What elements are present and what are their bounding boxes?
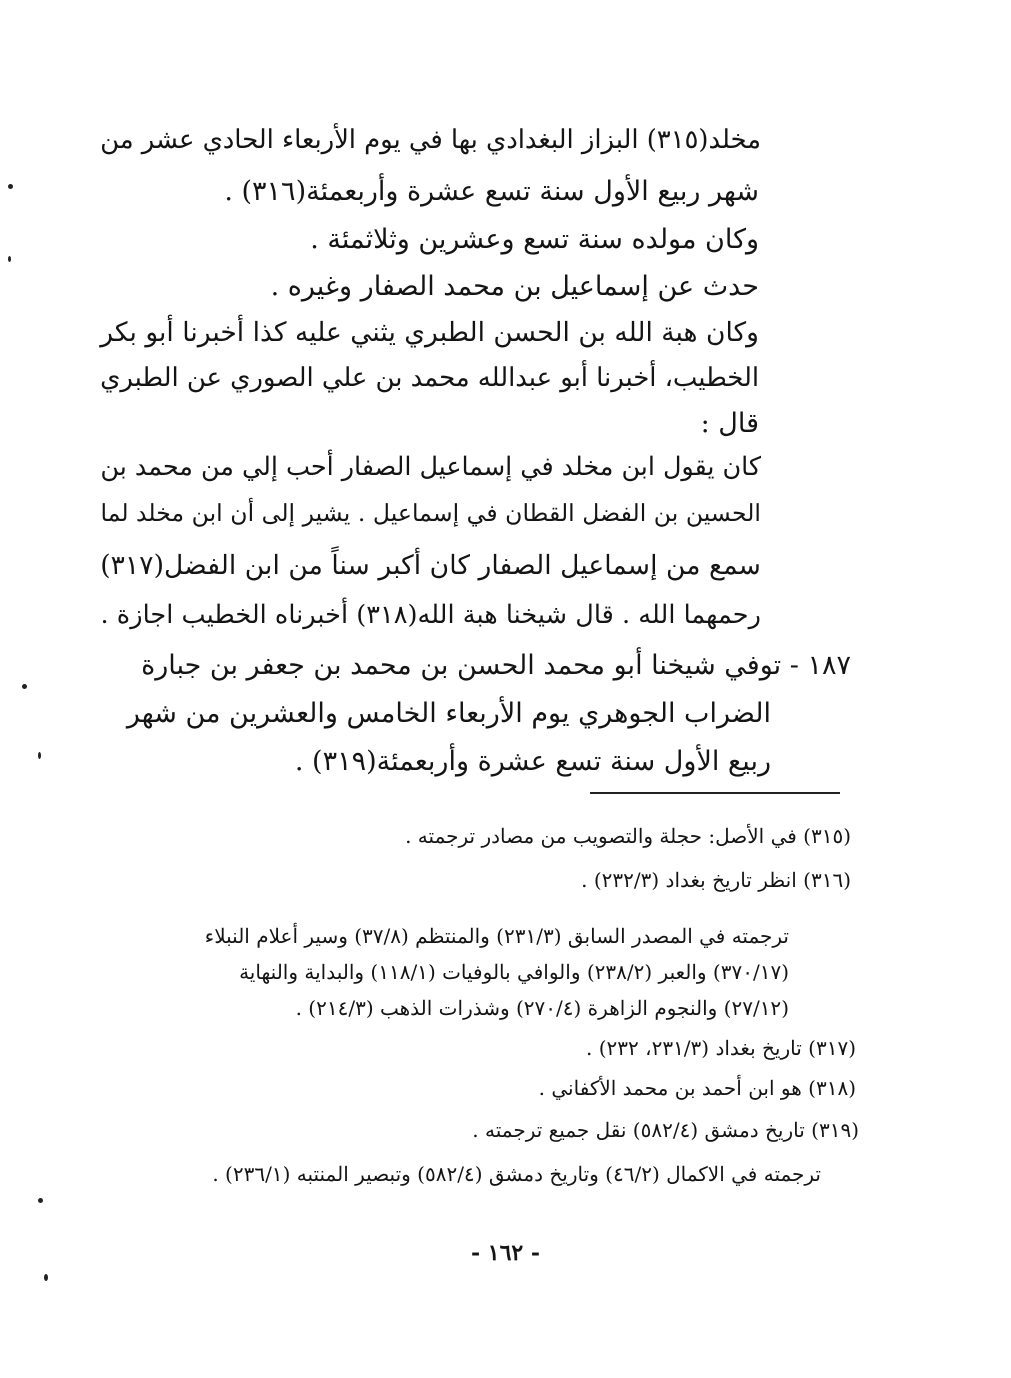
page-number: - ١٦٢ - [470, 1240, 541, 1266]
body-line-3: وكان مولده سنة تسع وعشرين وثلاثمئة . [310, 224, 759, 255]
footnote-316-cont-1: ترجمته في المصدر السابق (٢٣١/٣) والمنتظم (٣٧/٨) وسير أعلام النبلاء [204, 924, 789, 948]
body-line-13: الضراب الجوهري يوم الأربعاء الخامس والعشرين من شهر [126, 698, 771, 729]
body-line-4: حدث عن إسماعيل بن محمد الصفار وغيره . [270, 271, 759, 302]
scan-speck [8, 256, 11, 262]
body-line-1: مخلد(٣١٥) البزاز البغدادي بها في يوم الأربعاء الحادي عشر من [100, 125, 761, 155]
body-line-11: رحمهما الله . قال شيخنا هبة الله(٣١٨) أخبرناه الخطيب اجازة . [100, 600, 761, 630]
body-line-9: الحسين بن الفضل القطان في إسماعيل . يشير إلى أن ابن مخلد لما [100, 499, 761, 527]
body-line-12: ١٨٧ - توفي شيخنا أبو محمد الحسن بن محمد بن جعفر بن جبارة [141, 650, 851, 681]
footnote-318: (٣١٨) هو ابن أحمد بن محمد الأكفاني . [538, 1076, 856, 1100]
body-line-2: شهر ربيع الأول سنة تسع عشرة وأربعمئة(٣١٦) . [224, 176, 759, 207]
scan-speck [38, 1198, 43, 1203]
body-line-6: الخطيب، أخبرنا أبو عبدالله محمد بن علي الصوري عن الطبري [100, 363, 759, 393]
footnote-316: (٣١٦) انظر تاريخ بغداد (٢٣٢/٣) . [581, 868, 851, 892]
footnote-315: (٣١٥) في الأصل: حجلة والتصويب من مصادر ترجمته . [405, 824, 851, 848]
scan-speck [44, 1274, 48, 1281]
scan-speck [22, 684, 27, 689]
body-line-7: قال : [700, 408, 759, 439]
footnote-316-cont-3: (٢٧/١٢) والنجوم الزاهرة (٢٧٠/٤) وشذرات الذهب (٢١٤/٣) . [295, 996, 789, 1020]
body-line-5: وكان هبة الله بن الحسن الطبري يثني عليه كذا أخبرنا أبو بكر [100, 317, 759, 348]
scan-speck [8, 184, 13, 189]
footnote-317: (٣١٧) تاريخ بغداد (٢٣١/٣، ٢٣٢) . [586, 1036, 856, 1060]
footnote-319: (٣١٩) تاريخ دمشق (٥٨٢/٤) نقل جميع ترجمته . [472, 1118, 859, 1142]
body-line-8: كان يقول ابن مخلد في إسماعيل الصفار أحب إلي من محمد بن [100, 451, 761, 481]
footnote-319-cont: ترجمته في الاكمال (٤٦/٢) وتاريخ دمشق (٥٨٢/٤) وتبصير المنتبه (٢٣٦/١) . [212, 1162, 821, 1186]
body-line-10: سمع من إسماعيل الصفار كان أكبر سناً من ابن الفضل(٣١٧) [100, 550, 761, 581]
scan-speck [38, 752, 41, 759]
body-line-14: ربيع الأول سنة تسع عشرة وأربعمئة(٣١٩) . [294, 746, 771, 777]
footnote-separator [590, 792, 840, 794]
footnote-316-cont-2: (٣٧٠/١٧) والعبر (٢٣٨/٢) والوافي بالوفيات (١١٨/١) والبداية والنهاية [239, 960, 789, 984]
